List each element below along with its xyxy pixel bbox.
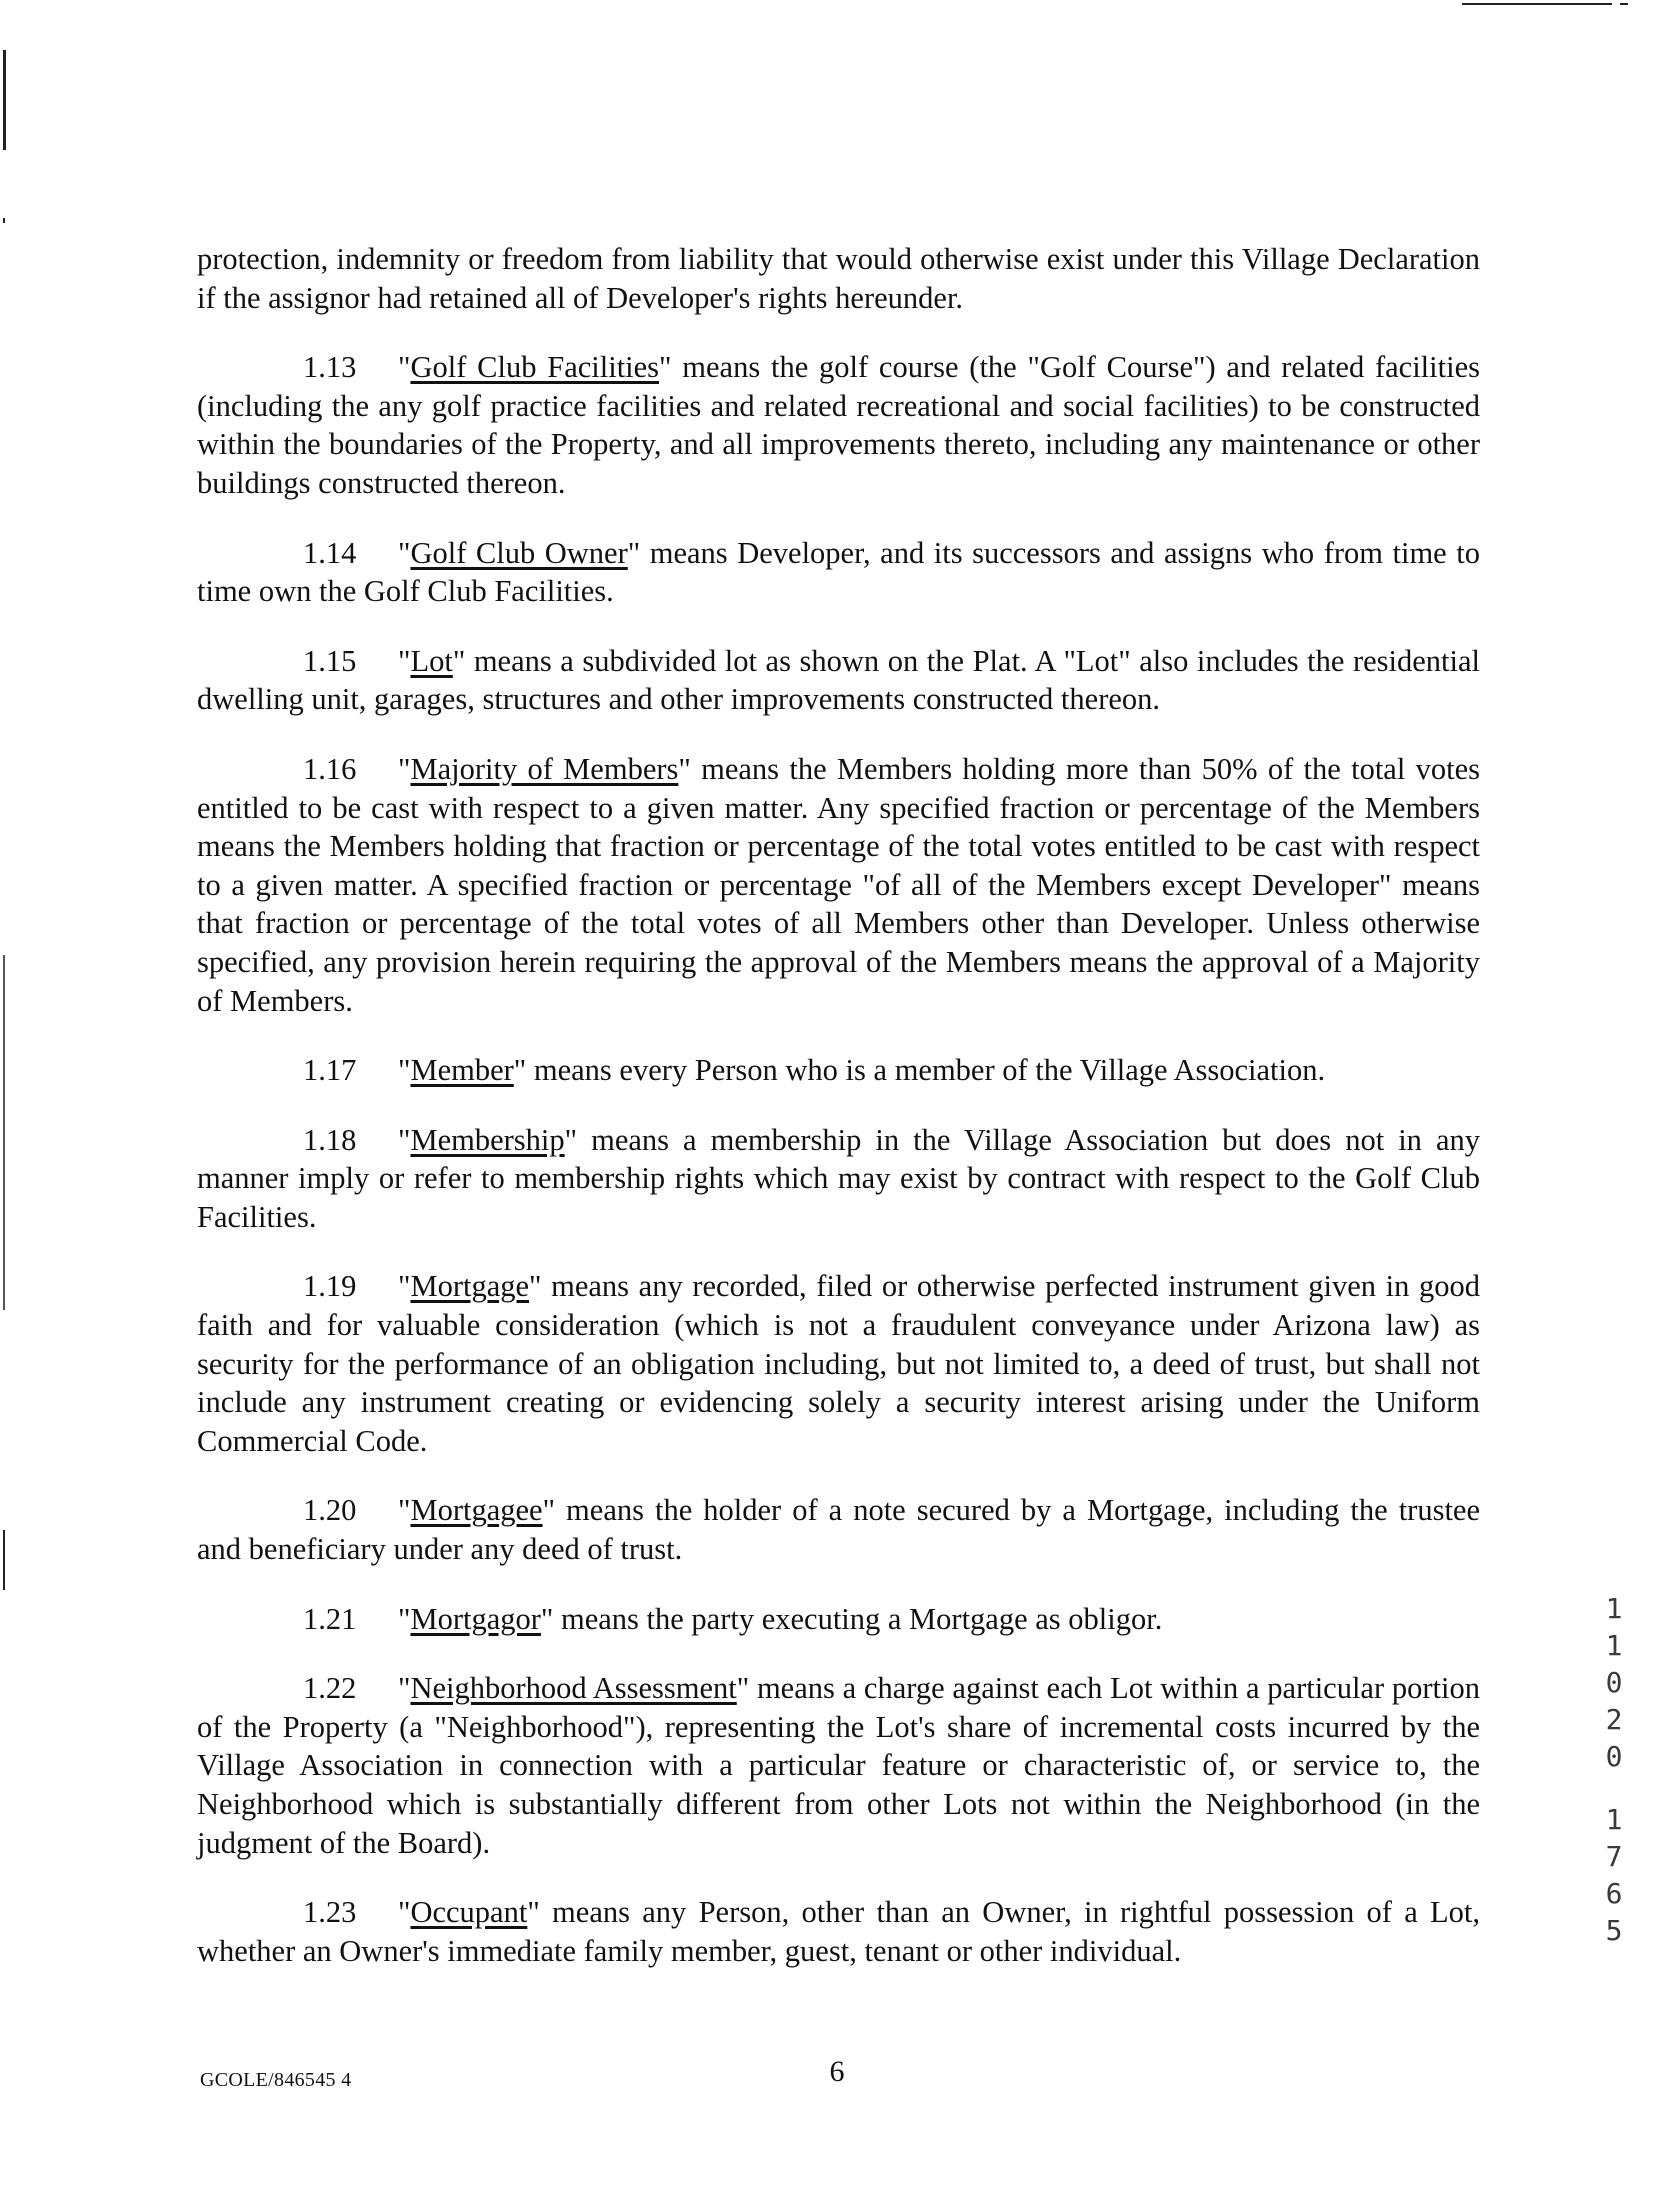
close-quote: " [678,751,691,786]
footer-document-id: GCOLE/846545 4 [200,2069,352,2091]
section-number: 1.14 [303,535,357,570]
defined-term: Mortgagor [410,1601,541,1636]
stamp-digit: 7 [1605,1840,1623,1873]
stamp-digit: 1 [1605,1629,1623,1662]
document-body [197,240,1480,1970]
definition-1-22 [197,1669,1480,1862]
scan-artifact-left-low [3,1530,5,1590]
stamp-digit: 1 [1605,1592,1623,1625]
scan-artifact-top-right [1462,3,1612,5]
scan-artifact-left-edge [3,50,6,150]
close-quote: " [564,1122,578,1157]
defined-term: Membership [410,1122,565,1157]
stamp-gap [1601,1775,1627,1801]
defined-term: Lot [410,643,453,678]
section-number: 1.20 [303,1493,357,1528]
section-number: 1.17 [303,1053,357,1088]
section-number: 1.21 [303,1601,357,1636]
definition-text: means Developer, and its successors and assigns who from time to time own the Golf Club Facilities. [197,535,1480,609]
continuation-paragraph: protection, indemnity or freedom from liability that would otherwise exist under this Village Declaration if the assignor had retained all of Developer's rights hereunder. [197,242,1480,315]
close-quote: " [513,1053,527,1088]
definition-1-16 [197,750,1480,1020]
section-number: 1.23 [303,1895,357,1930]
section-number: 1.18 [303,1122,357,1157]
open-quote: " [398,1493,411,1528]
close-quote: " [540,1601,554,1636]
close-quote: " [736,1671,750,1706]
section-number: 1.22 [303,1671,357,1706]
definition-1-21 [197,1600,1480,1639]
scan-artifact-top-right-mark [1620,3,1628,5]
defined-term: Neighborhood Assessment [410,1671,737,1706]
close-quote: " [659,350,672,385]
open-quote: " [398,1895,411,1930]
definition-text: means the party executing a Mortgage as obligor. [553,1601,1163,1636]
open-quote: " [398,1269,411,1304]
defined-term: Occupant [410,1895,528,1930]
open-quote: " [398,643,411,678]
definition-1-19 [197,1267,1480,1460]
section-number: 1.13 [303,350,357,385]
defined-term: Mortgage [410,1269,530,1304]
defined-term: Majority of Members [410,751,679,786]
defined-term: Member [410,1053,514,1088]
open-quote: " [398,1053,411,1088]
stamp-digit: 0 [1605,1666,1623,1699]
definition-text: means any recorded, filed or otherwise perfected instrument given in good faith and for valuable consideration (which is not a fraudulent conveyance under Arizona law) as security for the performance of an obligation including, but not limited to, a deed of trust, but shall not include any instrument creating or evidencing solely a security interest arising under the Uniform Commercial Code. [197,1269,1480,1458]
close-quote: " [542,1493,556,1528]
definition-1-17 [197,1051,1480,1090]
open-quote: " [398,535,411,570]
stamp-digit: 0 [1605,1740,1623,1773]
definition-text: means a subdivided lot as shown on the Plat. A "Lot" also includes the residential dwelling unit, garages, structures and other improvements constructed thereon. [197,643,1480,717]
section-number: 1.16 [303,751,357,786]
close-quote: " [452,643,466,678]
defined-term: Golf Club Facilities [410,350,660,385]
definition-text: means the golf course (the "Golf Course") and related facilities (including the any golf practice facilities and related recreational and social facilities) to be constructed within the boundaries of the Property, and all improvements thereto, including any maintenance or other buildings constructed thereon. [197,350,1480,500]
definition-1-23 [197,1893,1480,1970]
definition-1-13 [197,348,1480,502]
page-number: 6 [829,2055,845,2088]
open-quote: " [398,751,411,786]
recording-stamp [1601,1590,1627,1949]
open-quote: " [398,1122,411,1157]
stamp-digit: 5 [1605,1914,1623,1947]
definition-text: means the holder of a note secured by a Mortgage, including the trustee and beneficiary under any deed of trust. [197,1493,1480,1567]
close-quote: " [529,1269,542,1304]
defined-term: Golf Club Owner [410,535,628,570]
definition-1-18 [197,1121,1480,1237]
section-number: 1.15 [303,643,357,678]
definition-text: means the Members holding more than 50% of the total votes entitled to be cast with respect to a given matter. Any specified fraction or percentage of the Members means the Members holding that fraction or percentage of the total votes entitled to be cast with respect to a given matter. A specified fraction or percentage "of all of the Members except Developer" means that fraction or percentage of the total votes of all Members other than Developer. Unless otherwise specified, any provision herein requiring the approval of the Members means the approval of a Majority of Members. [197,751,1480,1018]
definition-text: means a membership in the Village Association but does not in any manner imply or refer to membership rights which may exist by contract with respect to the Golf Club Facilities. [197,1122,1480,1234]
definition-text: means a charge against each Lot within a particular portion of the Property (a "Neighborhood"), representing the Lot's share of incremental costs incurred by the Village Association in connection with a particular feature or characteristic of, or service to, the Neighborhood which is substantially different from other Lots not within the Neighborhood (in the judgment of the Board). [197,1671,1480,1860]
close-quote: " [627,535,641,570]
open-quote: " [398,1601,411,1636]
defined-term: Mortgagee [410,1493,543,1528]
stamp-digit: 2 [1605,1703,1623,1736]
definition-1-14 [197,534,1480,611]
scan-artifact-left-mid [3,955,5,1310]
open-quote: " [398,1671,411,1706]
definition-1-20 [197,1491,1480,1568]
definition-text: means every Person who is a member of the Village Association. [526,1053,1326,1088]
definition-1-15 [197,642,1480,719]
definition-text: means any Person, other than an Owner, in rightful possession of a Lot, whether an Owner's immediate family member, guest, tenant or other individual. [197,1895,1480,1968]
stamp-digit: 6 [1605,1877,1623,1910]
section-number: 1.19 [303,1269,357,1304]
open-quote: " [398,350,411,385]
close-quote: " [527,1895,540,1930]
stamp-digit: 1 [1605,1803,1623,1836]
scan-artifact-left-tick [3,218,5,223]
